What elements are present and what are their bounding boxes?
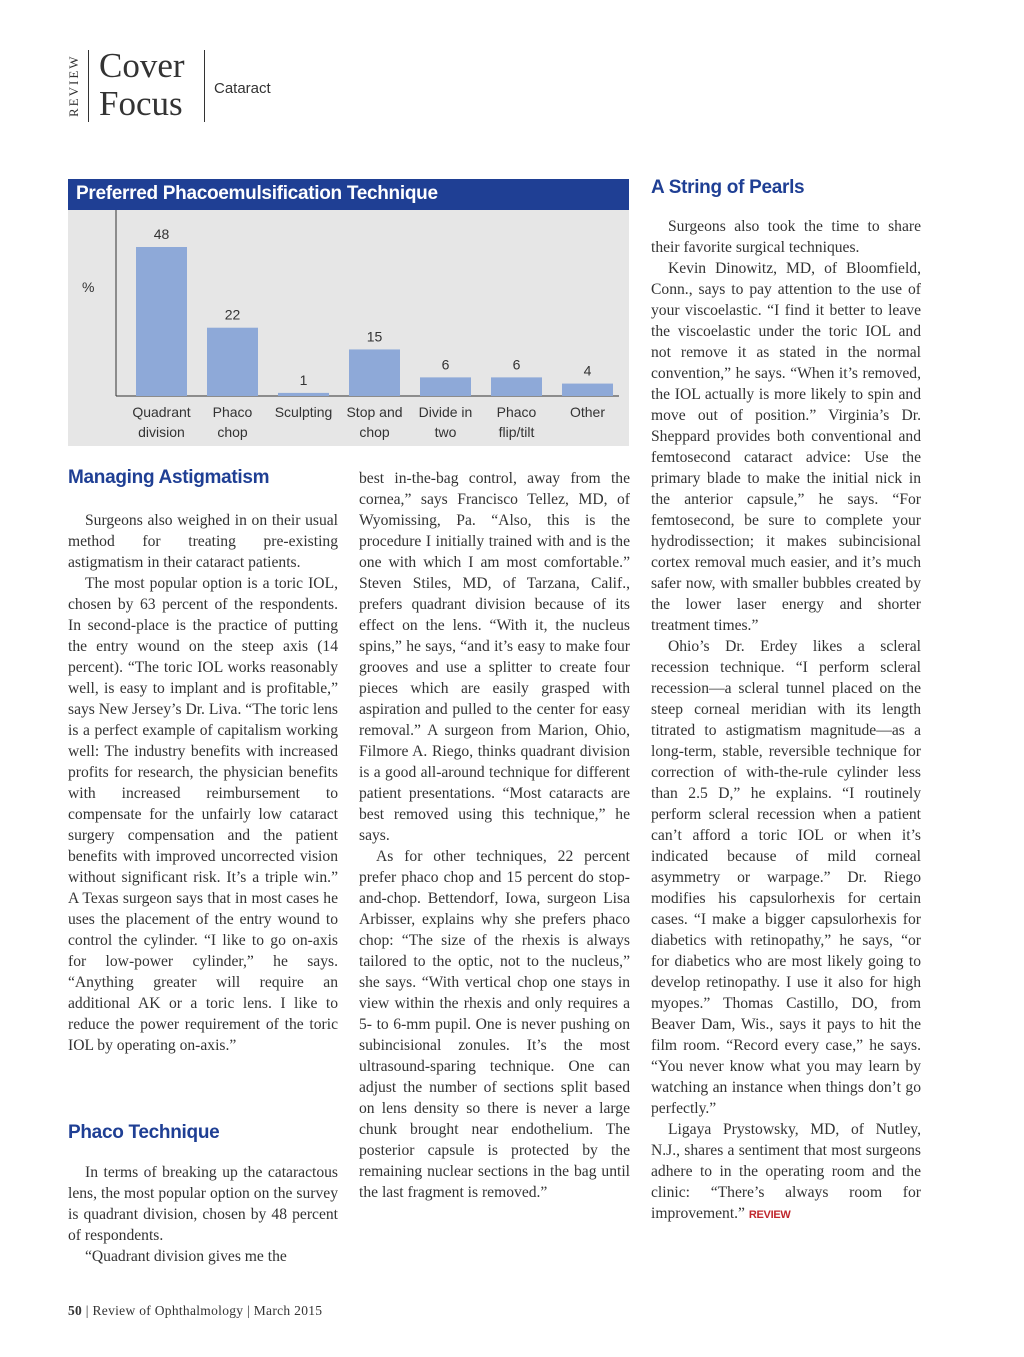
section-heading-pearls: A String of Pearls bbox=[651, 177, 805, 198]
data-label: 1 bbox=[299, 371, 308, 388]
paragraph: In terms of breaking up the cataractous lens, the most popular option on the survey is quadrant division, chosen by 48 percent of respondents. bbox=[68, 1164, 338, 1244]
data-label: 15 bbox=[366, 328, 383, 345]
data-label: 48 bbox=[153, 226, 170, 242]
chart-bar bbox=[207, 328, 258, 396]
paragraph: The most popular option is a toric IOL, chosen by 63 percent of the respondents. In second-place is the practice of putting the entry wound on the steep axis (14 percent). “The toric IOL works reasonably well, is easy to implant and is profitable,” says New Jersey’s Dr. Liva. “The toric lens is a perfect example of capitalism working well: The industry benefits with increased profits for research, the physician benefits with increased reimbursement to compensate for the unfairly low cataract surgery compensation and the patient benefits with improved uncorrected vision without significant risk. It’s a triple win.” A Texas surgeon says that in most cases he uses the placement of the entry wound to control the cylinder. “I like to go on-axis for low-power cylinder,” he says. “Anything greater will require an additional AK or a toric lens. I like to reduce the power requirement of the toric IOL by operating on-axis.” bbox=[68, 575, 338, 1054]
paragraph: Surgeons also took the time to share their favorite surgical techniques. bbox=[651, 218, 921, 256]
x-tick-label: Stop and bbox=[346, 404, 403, 420]
paragraph: “Quadrant division gives me the bbox=[85, 1248, 287, 1265]
x-tick-label: Other bbox=[569, 404, 606, 420]
phaco-text bbox=[68, 1162, 338, 1267]
chart-bar bbox=[278, 393, 329, 396]
chart-bar bbox=[420, 377, 471, 396]
review-end-mark: REVIEW bbox=[748, 1209, 791, 1221]
page-footer: 50 | Review of Ophthalmology | March 2015 bbox=[68, 1303, 323, 1318]
data-label: 4 bbox=[583, 362, 592, 379]
section-heading-astigmatism: Managing Astigmatism bbox=[68, 467, 270, 488]
column-3-text bbox=[651, 216, 921, 1226]
chart-bar bbox=[349, 349, 400, 396]
header-title-line1: Cover bbox=[99, 46, 185, 85]
paragraph: As for other techniques, 22 percent prefer phaco chop and 15 percent do stop-and-chop. Bettendorf, Iowa, surgeon Lisa Arbisser, explains why she prefers phaco chop: “The size of the rhexis is always tailored to the optic, not to the nucleus,” she says. “With vertical chop one stays in view within the rhexis and only requires a 5- to 6-mm pupil. One is never pushing on subincisional zonules. It’s the most ultrasound-sparing technique. One can adjust the number of sections split based on lens density so there is never a large chunk brought near endothelium. The posterior capsule is protected by the remaining nuclear sections in the bag until the last fragment is removed.” bbox=[359, 848, 630, 1201]
chart-bar bbox=[491, 377, 542, 396]
review-label: REVIEW bbox=[66, 54, 81, 118]
column-2-text bbox=[359, 468, 630, 1203]
x-tick-label: two bbox=[434, 424, 457, 440]
paragraph-text: Ligaya Prystowsky, MD, of Nutley, N.J., shares a sentiment that most surgeons adhere to in the operating room and the clinic: “There’s always room for improvement.” bbox=[651, 1121, 921, 1222]
x-tick-label: Quadrant bbox=[132, 404, 191, 420]
header-divider bbox=[88, 50, 89, 122]
x-tick-label: Phaco bbox=[212, 404, 253, 420]
paragraph bbox=[651, 1119, 921, 1226]
issue-date: March 2015 bbox=[253, 1303, 323, 1318]
page-number: 50 bbox=[68, 1303, 83, 1318]
section-heading-phaco: Phaco Technique bbox=[68, 1122, 220, 1143]
publication-name: Review of Ophthalmology bbox=[92, 1303, 244, 1318]
x-tick-label: Phaco bbox=[496, 404, 537, 420]
astigmatism-text bbox=[68, 510, 338, 1056]
y-axis-label: % bbox=[82, 279, 95, 295]
x-tick-label: division bbox=[138, 424, 185, 440]
paragraph: Ohio’s Dr. Erdey likes a scleral recession technique. “I perform scleral recession—a scleral tunnel placed on the steep corneal meridian with its length titrated to astigmatism magnitude—as a long-term, stable, reversible technique for correction of with-the-rule cylinder less than 2.5 D,” he explains. “I routinely perform scleral recession when a patient can’t afford a toric IOL or when it’s indicated because of mild corneal asymmetry or warpage.” Dr. Riego modifies his capsulorhexis for certain cases. “I make a bigger capsulorhexis for diabetics with retinopathy,” he says, “or for diabetics who are most likely going to develop retinopathy. I use it also for high myopes.” Thomas Castillo, DO, from Beaver Dam, Wis., says it pays to hit the film room. “Record every case,” he says. “You never know what you may learn by watching an instance when things don’t go perfectly.” bbox=[651, 638, 921, 1117]
chart-bar bbox=[136, 247, 187, 396]
bar-chart bbox=[68, 179, 629, 446]
x-tick-label: Divide in bbox=[418, 404, 473, 420]
x-tick-label: chop bbox=[359, 424, 390, 440]
data-label: 6 bbox=[512, 356, 521, 373]
x-tick-label: flip/tilt bbox=[498, 424, 535, 440]
data-label: 6 bbox=[441, 356, 450, 373]
x-tick-label: Sculpting bbox=[274, 404, 333, 420]
x-tick-label: chop bbox=[217, 424, 248, 440]
paragraph: Kevin Dinowitz, MD, of Bloomfield, Conn., says to pay attention to the use of your viscoelastic. “I find it better to leave the viscoelastic under the toric IOL and not remove it as stated in the normal convention,” he says. “When it’s removed, the IOL actually is more likely to spin and move out of position.” Virginia’s Dr. Sheppard provides both conventional and femtosecond cataract advice: Use the primary blade to make the initial nick in the anterior capsule,” he says. “For femtosecond, be sure to complete your hydrodissection; it makes subincisional cortex removal much easier, and it’s much safer now, with smaller bubbles created by the lower laser energy and shorter treatment times.” bbox=[651, 260, 921, 634]
data-label: 22 bbox=[224, 306, 241, 323]
chart-bar bbox=[562, 384, 613, 396]
header-title-line2: Focus bbox=[99, 84, 183, 123]
paragraph: Surgeons also weighed in on their usual method for treating pre-existing astigmatism in their cataract patients. bbox=[68, 512, 338, 571]
chart-title-bar bbox=[68, 179, 629, 210]
header-section-label: Cataract bbox=[214, 80, 271, 97]
chart-title: Preferred Phacoemulsification Technique bbox=[76, 183, 438, 204]
chart-plot bbox=[68, 210, 629, 446]
paragraph: best in-the-bag control, away from the cornea,” says Francisco Tellez, MD, of Wyomissing, Pa. “Also, this is the procedure I initially trained with and is the one with which I am most comfortable.” Steven Stiles, MD, of Tarzana, Calif., prefers quadrant division because of its effect on the lens. “With it, the nucleus spins,” he says, “and it’s easy to make four grooves and use a splitter to create four pieces which are easily grasped with aspiration and pulled to the center for easy removal.” A surgeon from Marion, Ohio, Filmore A. Riego, thinks quadrant division is a good all-around technique for different patient presentations. “Most cataracts are best removed using this technique,” he says. bbox=[359, 470, 630, 844]
header-divider bbox=[204, 50, 205, 122]
